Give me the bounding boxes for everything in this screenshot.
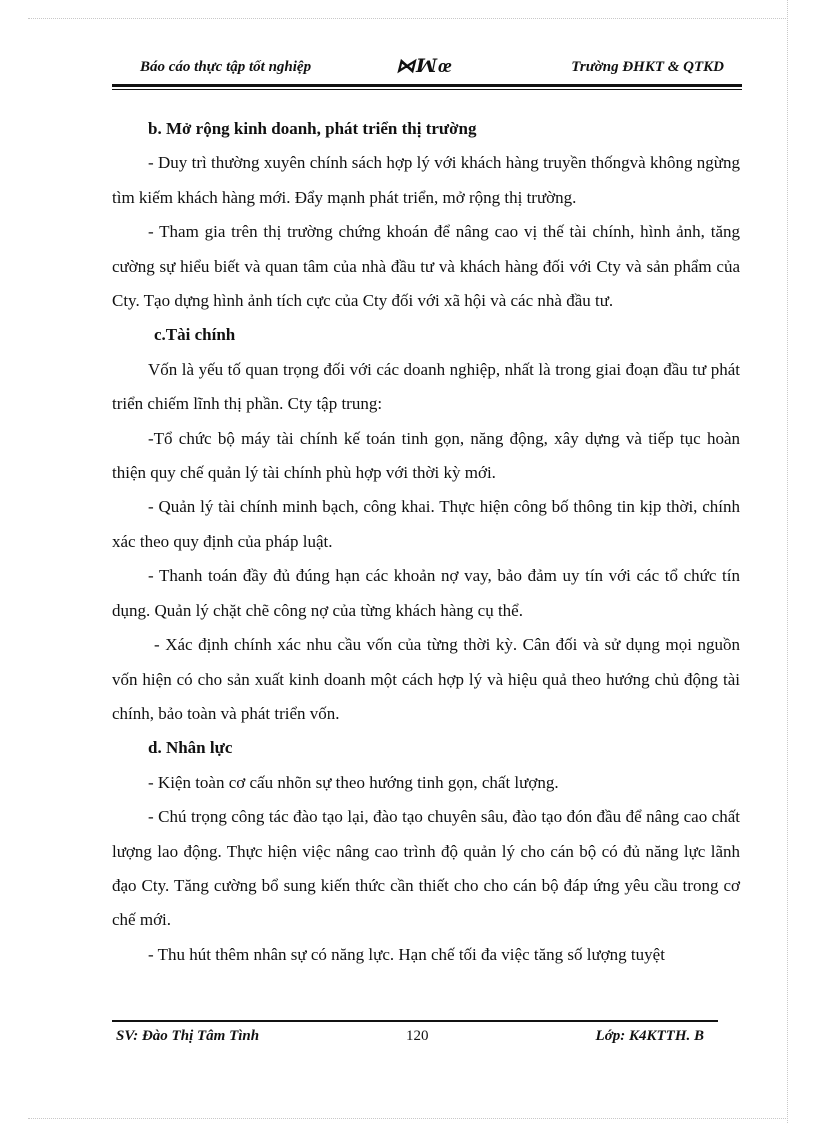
frame-bottom-border [28,1118,788,1119]
page-number: 120 [406,1028,429,1044]
paragraph: - Kiện toàn cơ cấu nhõn sự theo hướng tinh gọn, chất lượng. [148,772,559,792]
footer-class: Lớp: K4KTTH. B [595,1028,704,1044]
header-report-title: Báo cáo thực tập tốt nghiệp [140,59,312,75]
paragraph: - Chú trọng công tác đào tạo lại, đào tạo chuyên sâu, đào tạo đón đầu để nâng cao chất lượng lao động. Thực hiện việc nâng cao trình độ quản lý cho cán bộ có đủ năng lực lãnh đạo Cty. Tăng cường bổ sung kiến thức cần thiết cho cho cán bộ đáp ứng yêu cầu trong cơ chế mới. [112,807,740,930]
paragraph: - Thu hút thêm nhân sự có năng lực. Hạn chế tối đa việc tăng số lượng tuyệt [148,944,665,964]
paragraph: - Tham gia trên thị trường chứng khoán để nâng cao vị thế tài chính, hình ảnh, tăng cường sự hiểu biết và quan tâm của nhà đầu tư và khách hàng đối với Cty và sản phẩm của Cty. Tạo dựng hình ảnh tích cực của Cty đối với xã hội và các nhà đầu tư. [112,222,740,311]
paragraph: - Xác định chính xác nhu cầu vốn của từng thời kỳ. Cân đối và sử dụng mọi nguồn vốn hiện có cho sản xuất kinh doanh một cách hợp lý và hiệu quả theo hướng chủ động tài chính, bảo toàn và phát triển vốn. [112,635,740,723]
section-heading-c: c.Tài chính [154,325,236,345]
frame-right-border [787,0,788,1123]
header-rule-thin [112,89,742,90]
header-rule-thick [112,84,742,87]
paragraph: Vốn là yếu tố quan trọng đối với các doanh nghiệp, nhất là trong giai đoạn đầu tư phát triển chiếm lĩnh thị phần. Cty tập trung: [112,359,740,414]
page-footer [112,1028,718,1050]
header-university: Trường ĐHKT & QTKD [571,59,724,75]
footer-rule [112,1020,718,1022]
footer-student-name: SV: Đào Thị Tâm Tình [116,1028,260,1044]
paragraph: - Quản lý tài chính minh bạch, công khai. Thực hiện công bố thông tin kịp thời, chính xác theo quy định của pháp luật. [112,497,740,551]
paragraph: -Tổ chức bộ máy tài chính kế toán tinh gọn, năng động, xây dựng và tiếp tục hoàn thiện quy chế quản lý tài chính phù hợp với thời kỳ mới. [112,428,740,483]
page-header [112,56,742,84]
section-heading-d: d. Nhân lực [148,738,233,758]
section-heading-b: b. Mở rộng kinh doanh, phát triển thị trường [148,119,477,138]
header-ornament-icon: ⋈ꟽœ [396,56,453,77]
paragraph: - Thanh toán đầy đủ đúng hạn các khoản nợ vay, bảo đảm uy tín với các tổ chức tín dụng. Quản lý chặt chẽ công nợ của từng khách hàng cụ thể. [112,566,740,620]
paragraph: - Duy trì thường xuyên chính sách hợp lý với khách hàng truyền thốngvà không ngừng tìm kiếm khách hàng mới. Đẩy mạnh phát triển, mở rộng thị trường. [112,153,740,207]
frame-top-border [28,18,788,19]
document-body [112,112,740,972]
